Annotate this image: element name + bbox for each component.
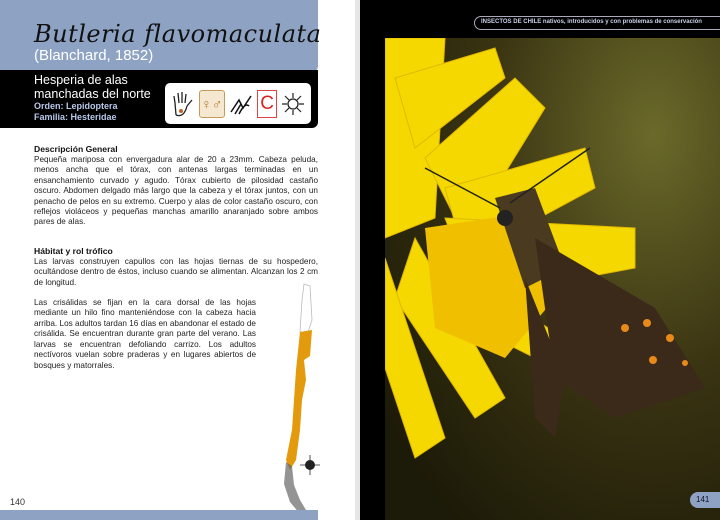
- section-habitat-cont: [34, 298, 256, 371]
- icon-panel: [165, 83, 311, 124]
- butterfly-photo: [385, 38, 720, 520]
- chile-distribution-map: [270, 270, 330, 520]
- order: Orden: Lepidoptera: [34, 101, 118, 111]
- sex-symbols-icon: ♀♂: [199, 90, 225, 118]
- species-header: [0, 0, 322, 72]
- book-header: INSECTOS DE CHILE nativos, introducidos y con problemas de conservación: [474, 16, 720, 30]
- compass-rose-icon: [300, 455, 320, 475]
- footer-bar: [0, 510, 318, 520]
- right-page: [360, 0, 720, 520]
- family: Familia: Hesteridae: [34, 112, 117, 122]
- plant-icon: [228, 90, 254, 118]
- paragraph: Pequeña mariposa con envergadura alar de 20 a 23mm. Cabeza peluda, menos ancha que el tórax, con antenas largas terminadas en un ensanchamiento curvado y agudo. Tórax cubierto de pilosidad castaño oscuro. Abdomen delgado más largo que la cabeza y el tórax juntos, con un penacho de pelos en su extremo. Cuerpo y alas de color castaño oscuro, con reflejos violáceos y pequeñas manchas amarillo anaranjado sobre ambos pares de alas.: [34, 155, 318, 227]
- common-name: Hesperia de alas manchadas del norte: [34, 73, 151, 101]
- paragraph: Las crisálidas se fijan en la cara dorsal de las hojas mediante un hilo fino manteniéndose con la cabeza hacia arriba. Los adultos tardan 16 días en abandonar el estado de crisálida. Se encuentran durante gran parte del verano. Las larvas se encuentran defoliando carrizo. Los adultos nectívoros vuelan sobre praderas y en lugares abiertos de bosques y matorrales.: [34, 298, 256, 370]
- section-description: [34, 144, 318, 228]
- section-title: Descripción General: [34, 144, 118, 154]
- page-number: 141: [690, 492, 720, 508]
- scientific-name: Butleria flavomaculata: [34, 20, 322, 48]
- author: (Blanchard, 1852): [34, 47, 154, 64]
- species-info-text: [34, 73, 164, 123]
- section-title: Hábitat y rol trófico: [34, 245, 113, 256]
- sun-icon: [280, 90, 306, 118]
- conservation-c-icon: C: [257, 90, 277, 118]
- species-info-band: [0, 70, 318, 128]
- hand-icon: [170, 90, 196, 118]
- paragraph: Las larvas construyen capullos con las hojas tiernas de su hospedero, ocultándose dentro de éstos, incluso cuando se alimentan. Alcanzan los 2 cm de longitud.: [34, 256, 318, 287]
- page-number: 140: [10, 497, 26, 507]
